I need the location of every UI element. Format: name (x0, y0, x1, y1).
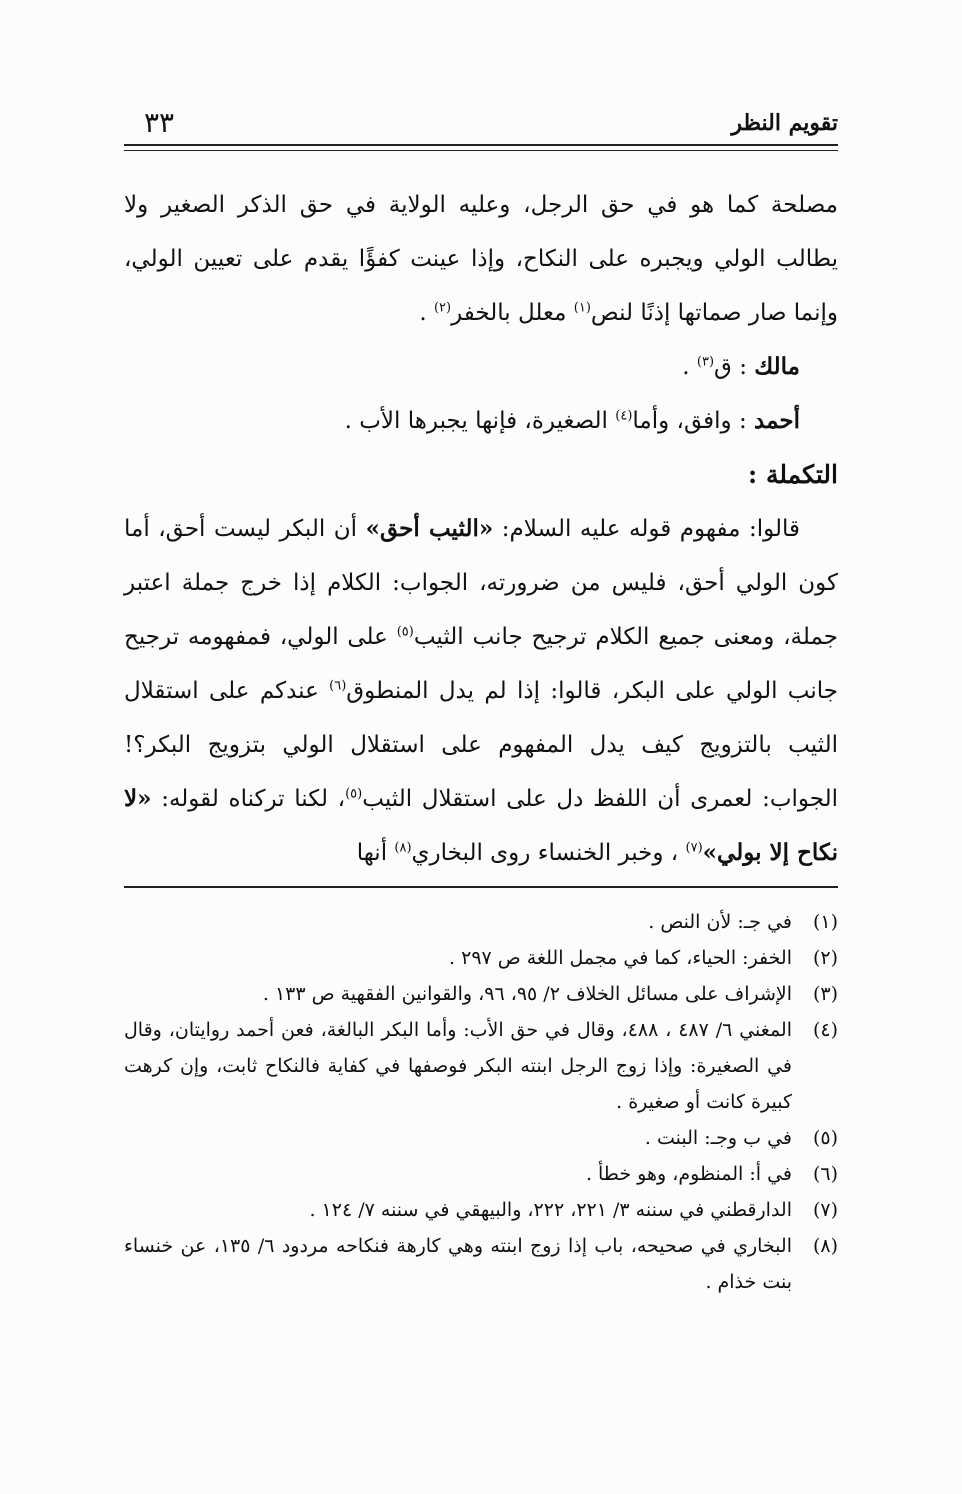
footnote (124, 976, 838, 1012)
text-run: : وافق، وأما (632, 408, 755, 434)
paragraph (124, 502, 838, 880)
scholar-name: مالك (754, 353, 800, 380)
footnote-text: في ب وجـ: البنت . (644, 1127, 792, 1149)
footnote (124, 1192, 838, 1228)
paragraph (124, 178, 838, 340)
footnote-ref: (٨) (394, 840, 412, 856)
footnote-text: في أ: المنظوم، وهو خطأ . (585, 1163, 792, 1185)
footnotes (124, 904, 838, 1300)
footnote-number: (٨) (812, 1235, 838, 1257)
footnote-ref: (٦) (329, 678, 347, 694)
text-run: . (419, 300, 434, 326)
hadith-quote: «لا نكاح إلا بولي» (124, 785, 838, 866)
footnote-number: (٣) (812, 983, 838, 1005)
footnote-number: (٤) (812, 1019, 838, 1041)
section-heading: التكملة : (748, 460, 838, 489)
text-run: معلل بالخفر (451, 300, 574, 326)
text-run: ، لكنا تركناه لقوله: (151, 786, 346, 812)
hadith-quote: «الثيب أحق» (365, 515, 494, 542)
footnote-text: في جـ: لأن النص . (648, 911, 792, 933)
text-run: أنها (356, 840, 395, 866)
text-run: على الولي، فمفهومه ترجيح جانب الولي على البكر، قالوا: إذا لم يدل المنطوق (124, 624, 839, 704)
footnote-text: المغني ٦/ ٤٨٧ ، ٤٨٨، وقال في حق الأب: وأما البكر البالغة، فعن أحمد روايتان، وقال في الصغيرة: وإذا زوج الرجل ابنته البكر فوصفها في كفاية فالنكاح ثابت، وإن كرهت كبيرة كانت أو صغيرة . (124, 1019, 792, 1113)
text-run: عندكم على استقلال الثيب بالتزويج كيف يدل المفهوم على استقلال الولي بتزويج البكر؟! الجواب: لعمرى أن اللفظ دل على استقلال الثيب (124, 678, 838, 812)
text-run: قالوا: مفهوم قوله عليه السلام: (493, 516, 800, 542)
footnote (124, 1156, 838, 1192)
footnote (124, 1012, 838, 1120)
running-title: تقويم النظر (731, 110, 838, 136)
text-run: ، وخبر الخنساء روى البخاري (411, 840, 686, 866)
footnote-text: البخاري في صحيحه، باب إذا زوج ابنته وهي كارهة فنكاحه مردود ٦/ ١٣٥، عن خنساء بنت خذام . (124, 1235, 792, 1293)
footnote-number: (٢) (812, 947, 838, 969)
header-rule (124, 144, 838, 146)
footnote (124, 1228, 838, 1300)
footnote-ref: (٤) (615, 408, 633, 424)
text-run: . (682, 354, 697, 380)
text-run: أن البكر ليست أحق، أما كون الولي أحق، فليس من ضرورته، الجواب: الكلام إذا خرج جملة اعتبر جملة، ومعنى جميع الكلام ترجيح جانب الثيب (124, 516, 838, 650)
text-run: الصغيرة، فإنها يجبرها الأب . (344, 408, 616, 434)
footnote-ref: (٥) (345, 786, 363, 802)
footnote (124, 904, 838, 940)
footnote-ref: (٢) (433, 300, 452, 316)
footnote-number: (٥) (812, 1127, 838, 1149)
footnote-number: (٦) (812, 1163, 838, 1185)
footnote-ref: (٣) (696, 354, 715, 370)
footnote-text: الدارقطني في سننه ٣/ ٢٢١، ٢٢٢، والبيهقي في سننه ٧/ ١٢٤ . (309, 1199, 792, 1221)
footnote-separator (124, 886, 838, 888)
footnote-ref: (١) (573, 300, 591, 316)
footnote (124, 940, 838, 976)
footnote-ref: (٧) (685, 840, 703, 856)
footnote-text: الخفر: الحياء، كما في مجمل اللغة ص ٢٩٧ . (449, 947, 792, 969)
opinion-ahmad (124, 394, 838, 448)
opinion-malik (124, 340, 838, 394)
footnote-number: (٧) (812, 1199, 838, 1221)
footnote-number: (١) (812, 911, 838, 933)
page-header (124, 104, 838, 140)
text-run: : ق (714, 354, 755, 380)
footnote (124, 1120, 838, 1156)
page-number: ٣٣ (144, 106, 175, 139)
header-rule-thin (124, 150, 838, 151)
footnote-text: الإشراف على مسائل الخلاف ٢/ ٩٥، ٩٦، والقوانين الفقهية ص ١٣٣ . (262, 983, 792, 1005)
footnote-ref: (٥) (396, 624, 414, 640)
scholar-name: أحمد (754, 407, 800, 434)
text-run: مصلحة كما هو في حق الرجل، وعليه الولاية في حق الذكر الصغير ولا يطالب الولي ويجبره على النكاح، وإذا عينت كفؤًا يقدم على تعيين الولي، وإنما صار صماتها إذنًا لنص (124, 192, 838, 326)
main-text (124, 178, 838, 880)
